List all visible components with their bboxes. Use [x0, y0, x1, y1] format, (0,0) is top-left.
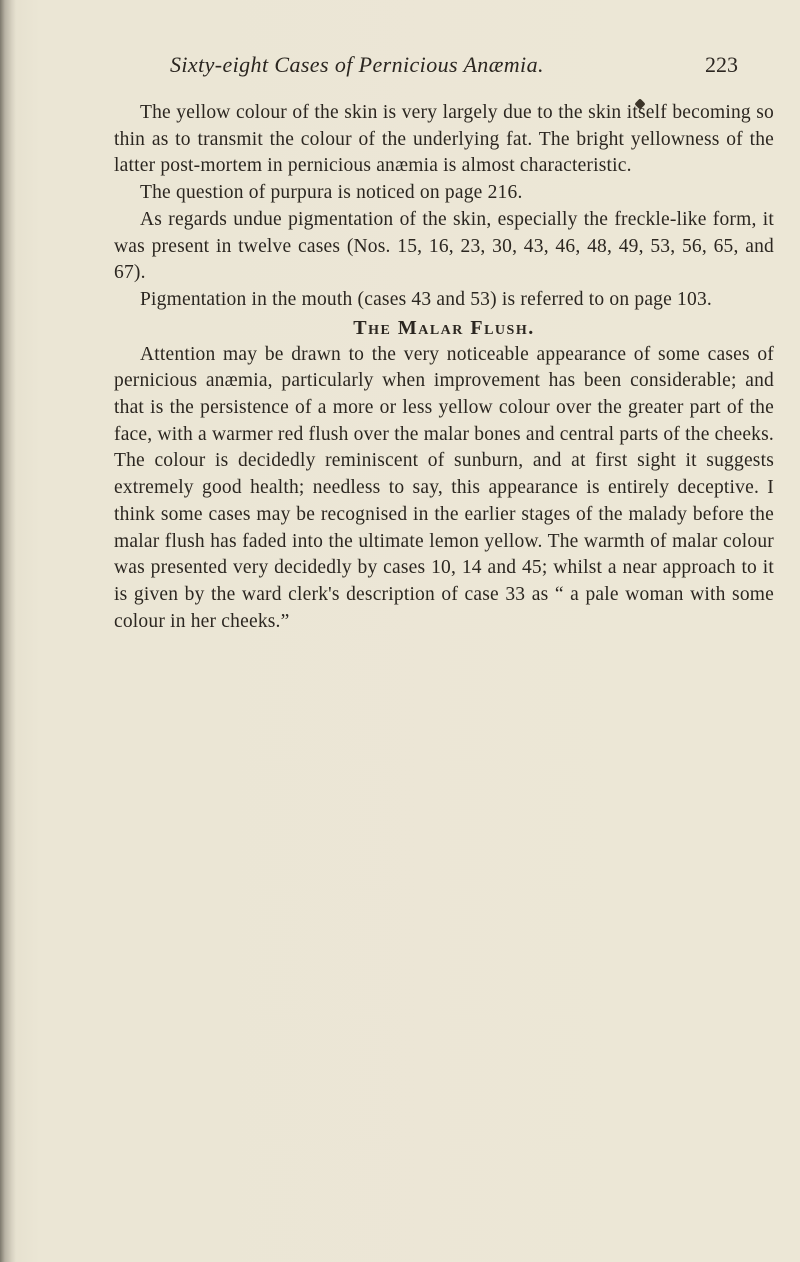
paragraph-yellow-colour: The yellow colour of the skin is very largely due to the skin itself becoming so thin as to transmit the colour of the underlying fat. The bright yellowness of the latter post-mortem in pernicious anæmia is almost characteristic.: [114, 102, 774, 177]
running-title: Sixty-eight Cases of Pernicious Anæmia.: [170, 52, 544, 77]
body-text: [114, 100, 774, 635]
paragraph-pigmentation-skin: As regards undue pigmentation of the skin, especially the freckle-like form, it was present in twelve cases (Nos. 15, 16, 23, 30, 43, 46, 48, 49, 53, 56, 65, and 67).: [114, 208, 774, 284]
paragraph-purpura: The question of purpura is noticed on page 216.: [140, 182, 523, 204]
binding-shadow: [0, 0, 16, 1262]
page-number: 223: [705, 52, 738, 77]
section-heading: The Malar Flush.: [353, 316, 535, 339]
paragraph-pigmentation-mouth: Pigmentation in the mouth (cases 43 and 53) is referred to on page 103.: [140, 288, 712, 310]
paragraph-malar-flush: Attention may be drawn to the very noticeable appearance of some cases of pernicious anæmia, particularly when improvement has been considerable; and that is the persistence of a more or less yellow colour over the greater part of the face, with a warmer red flush over the malar bones and central parts of the cheeks. The colour is decidedly reminiscent of sunburn, and at first sight it suggests extremely good health; needless to say, this appearance is entirely deceptive. I think some cases may be recognised in the earlier stages of the malady before the malar flush has faded into the ultimate lemon yellow. The warmth of malar colour was presented very decidedly by cases 10, 14 and 45; whilst a near approach to it is given by the ward clerk's description of case 33 as “ a pale woman with some colour in her cheeks.”: [114, 343, 774, 632]
